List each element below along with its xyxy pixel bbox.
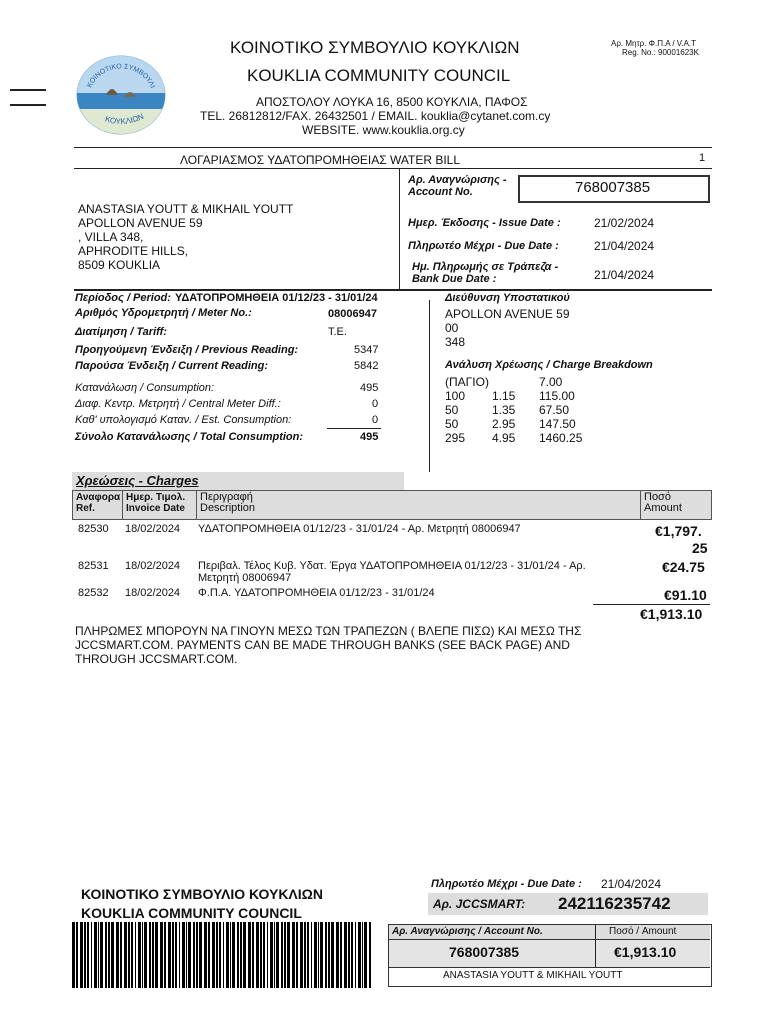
barcode-bar: [135, 922, 136, 988]
barcode-bar: [149, 922, 151, 988]
property-address-line: 00: [445, 321, 459, 335]
charge-date: 18/02/2024: [125, 560, 181, 572]
account-divider: [399, 169, 400, 289]
period-label: Περίοδος / Period:: [75, 292, 171, 304]
col-amount-label: Ποσό: [644, 491, 671, 503]
barcode-bar: [144, 922, 147, 988]
charge-amount-cont: 25: [692, 540, 708, 556]
barcode-bar: [100, 922, 103, 988]
barcode-bar: [318, 922, 319, 988]
barcode-bar: [212, 922, 215, 988]
barcode-bar: [98, 922, 99, 988]
vat-reg-number: Reg. No.: 90001623K: [622, 48, 699, 57]
slip-amount-label: Ποσό / Amount: [609, 926, 677, 937]
slip-title-greek: ΚΟΙΝΟΤΙΚΟ ΣΥΜΒΟΥΛΙΟ ΚΟΥΚΛΙΩΝ: [81, 886, 323, 902]
breakdown-qty: 50: [445, 417, 459, 431]
payment-notice: THROUGH JCCSMART.COM.: [75, 652, 238, 666]
meter-no-value: 08006947: [328, 308, 377, 320]
property-address-line: APOLLON AVENUE 59: [445, 307, 570, 321]
barcode-bar: [364, 922, 367, 988]
col-date-header: [123, 491, 197, 519]
barcode-bar: [80, 922, 83, 988]
due-date: 21/04/2024: [594, 239, 655, 253]
breakdown-rate: 4.95: [492, 431, 516, 445]
consumption-value: 495: [360, 382, 379, 394]
barcode-bar: [325, 922, 327, 988]
due-date-label: Πληρωτέο Μέχρι - Due Date :: [408, 240, 559, 252]
est-consumption-label: Καθ' υπολογισμό Καταν. / Est. Consumption:: [75, 414, 292, 426]
slip-account-label: Αρ. Αναγνώρισης / Account No.: [392, 926, 543, 937]
breakdown-amount: 1460.25: [539, 431, 583, 445]
barcode-bar: [152, 922, 154, 988]
barcode-bar: [142, 922, 143, 988]
breakdown-amount: 67.50: [539, 403, 570, 417]
barcode-bar: [120, 922, 122, 988]
barcode-bar: [243, 922, 246, 988]
central-meter-diff-value: 0: [372, 398, 379, 410]
total-consumption-value: 495: [360, 431, 379, 443]
svg-text:ΚΟΙΝΟΤΙΚΟ ΣΥΜΒΟΥΛΙΟ: ΚΟΙΝΟΤΙΚΟ ΣΥΜΒΟΥΛΙ: [86, 63, 156, 90]
charges-total: €1,913.10: [640, 606, 703, 622]
barcode-bar: [304, 922, 306, 988]
bill-title: ΛΟΓΑΡΙΑΣΜΟΣ ΥΔΑΤΟΠΡΟΜΗΘΕΙΑΣ WATER BILL: [180, 153, 461, 167]
barcode-bar: [124, 922, 127, 988]
barcode-bar: [226, 922, 229, 988]
charge-ref: 82531: [78, 560, 109, 572]
account-number: 768007385: [575, 179, 651, 196]
payment-notice: JCCSMART.COM. PAYMENTS CAN BE MADE THROUGH BANKS (SEE BACK PAGE) AND: [75, 638, 570, 652]
barcode-bar: [369, 922, 371, 988]
barcode-bar: [336, 922, 339, 988]
fold-mark: [10, 104, 46, 106]
breakdown-fixed-value: 7.00: [539, 375, 563, 389]
meter-no-label: Αριθμός Υδρομετρητή / Meter No.:: [75, 307, 252, 319]
barcode-bar: [267, 922, 268, 988]
est-consumption-value: 0: [372, 414, 379, 426]
jcc-label: Αρ. JCCSMART:: [433, 897, 526, 911]
barcode-bar: [248, 922, 251, 988]
charge-ref: 82530: [78, 523, 109, 535]
total-consumption-label: Σύνολο Κατανάλωσης / Total Consumption:: [75, 431, 304, 443]
barcode-bar: [296, 922, 298, 988]
slip-account-number: 768007385: [449, 944, 520, 960]
barcode-bar: [362, 922, 363, 988]
col-ref-label: Αναφορα: [76, 492, 121, 503]
barcode-bar: [87, 922, 89, 988]
barcode-bar: [84, 922, 86, 988]
period-value: ΥΔΑΤΟΠΡΟΜΗΘΕΙΑ 01/12/23 - 31/01/24: [175, 292, 378, 304]
charge-ref: 82532: [78, 587, 109, 599]
barcode-bar: [223, 922, 224, 988]
barcode-bar: [270, 922, 273, 988]
barcode-bar: [94, 922, 97, 988]
council-website: WEBSITE. www.kouklia.org.cy: [302, 123, 465, 137]
barcode-bar: [311, 922, 312, 988]
bank-due-date: 21/04/2024: [594, 268, 655, 282]
vat-label: Αρ. Μητρ. Φ.Π.Α / V.A.T: [611, 39, 697, 48]
breakdown-amount: 115.00: [539, 389, 575, 403]
barcode-bar: [160, 922, 163, 988]
breakdown-fixed-label: (ΠΑΓΙΟ): [445, 375, 489, 389]
barcode-bar: [111, 922, 114, 988]
barcode-bar: [199, 922, 202, 988]
barcode-bar: [76, 922, 78, 988]
barcode-bar: [230, 922, 231, 988]
current-reading-label: Παρούσα Ένδειξη / Current Reading:: [75, 360, 268, 372]
barcode-bar: [204, 922, 207, 988]
charge-date: 18/02/2024: [125, 523, 181, 535]
breakdown-rate: 1.35: [492, 403, 516, 417]
page-number: 1: [699, 152, 706, 164]
slip-title-english: KOUKLIA COMMUNITY COUNCIL: [81, 905, 302, 921]
breakdown-rate: 2.95: [492, 417, 516, 431]
col-date-label: Ημερ. Τιμολ.: [126, 492, 186, 503]
breakdown-qty: 100: [445, 389, 466, 403]
charges-table-header: [72, 490, 712, 520]
customer-address-line: , VILLA 348,: [78, 230, 144, 244]
council-contact: TEL. 26812812/FAX. 26432501 / EMAIL. kouklia@cytanet.com.cy: [200, 109, 551, 123]
charge-date: 18/02/2024: [125, 587, 181, 599]
bank-due-date-label: Bank Due Date :: [412, 273, 497, 285]
account-no-label: Account No.: [408, 186, 473, 198]
section-divider: [429, 300, 430, 472]
breakdown-rate: 1.15: [492, 389, 516, 403]
customer-name: ANASTASIA YOUTT & MIKHAIL YOUTT: [78, 202, 294, 216]
council-logo: [76, 55, 166, 135]
charge-breakdown-label: Ανάλυση Χρέωσης / Charge Breakdown: [445, 359, 653, 371]
barcode-bar: [196, 922, 198, 988]
slip-table-divider: [595, 925, 596, 967]
barcode: [72, 922, 372, 988]
barcode-bar: [155, 922, 158, 988]
barcode-bar: [287, 922, 290, 988]
barcode-bar: [276, 922, 279, 988]
barcode-bar: [168, 922, 171, 988]
barcode-bar: [108, 922, 110, 988]
slip-customer-name: ANASTASIA YOUTT & MIKHAIL YOUTT: [443, 970, 623, 981]
barcode-bar: [138, 922, 141, 988]
barcode-bar: [175, 922, 177, 988]
charge-description: Φ.Π.Α. ΥΔΑΤΟΠΡΟΜΗΘΕΙΑ 01/12/23 - 31/01/24: [198, 587, 435, 599]
current-reading-value: 5842: [354, 360, 379, 372]
barcode-bar: [344, 922, 347, 988]
col-ref-label: Ref.: [76, 503, 95, 514]
col-amount-header: [641, 491, 711, 519]
barcode-bar: [355, 922, 356, 988]
barcode-bar: [72, 922, 75, 988]
barcode-bar: [116, 922, 119, 988]
tariff-value: T.E.: [328, 326, 347, 338]
payment-notice: ΠΛΗΡΩΜΕΣ ΜΠΟΡΟΥΝ ΝΑ ΓΙΝΟΥΝ ΜΕΣΩ ΤΩΝ ΤΡΑΠΕΖΩΝ ( ΒΛΕΠΕ ΠΙΣΩ) ΚΑΙ ΜΕΣΩ ΤΗΣ: [75, 624, 582, 638]
barcode-bar: [351, 922, 353, 988]
jcc-number: 242116235742: [558, 894, 671, 913]
charge-amount: €24.75: [662, 559, 705, 575]
bank-due-date-label: Ημ. Πληρωμής σε Τράπεζα -: [412, 261, 559, 273]
breakdown-qty: 50: [445, 403, 459, 417]
consumption-label: Κατανάλωση / Consumption:: [75, 382, 215, 394]
svg-text:ΚΟΥΚΛΙΩΝ: ΚΟΥΚΛΙΩΝ: [104, 111, 146, 127]
charge-description: ΥΔΑΤΟΠΡΟΜΗΘΕΙΑ 01/12/23 - 31/01/24 - Αρ. Μετρητή 08006947: [198, 523, 521, 535]
total-underline: [327, 428, 381, 429]
issue-date: 21/02/2024: [594, 216, 655, 230]
col-amount-label: Amount: [644, 502, 682, 514]
barcode-bar: [328, 922, 330, 988]
barcode-bar: [186, 922, 187, 988]
title-divider: [74, 168, 712, 169]
barcode-bar: [172, 922, 174, 988]
col-desc-header: [197, 491, 641, 519]
barcode-bar: [314, 922, 317, 988]
barcode-bar: [263, 922, 265, 988]
slip-due-date: 21/04/2024: [601, 877, 662, 891]
slip-amount: €1,913.10: [614, 944, 677, 960]
previous-reading-value: 5347: [354, 344, 379, 356]
barcode-bar: [348, 922, 350, 988]
customer-address-line: APOLLON AVENUE 59: [78, 216, 203, 230]
tariff-label: Διατίμηση / Tariff:: [75, 326, 167, 338]
fold-mark: [10, 89, 46, 91]
barcode-bar: [182, 922, 185, 988]
barcode-bar: [252, 922, 254, 988]
charges-heading: Χρεώσεις - Charges: [76, 473, 199, 488]
barcode-bar: [274, 922, 275, 988]
barcode-bar: [219, 922, 221, 988]
barcode-bar: [188, 922, 191, 988]
barcode-bar: [340, 922, 342, 988]
council-title-greek: ΚΟΙΝΟΤΙΚΟ ΣΥΜΒΟΥΛΙΟ ΚΟΥΚΛΙΩΝ: [230, 38, 520, 57]
slip-due-date-label: Πληρωτέο Μέχρι - Due Date :: [431, 878, 582, 890]
central-meter-diff-label: Διαφ. Κεντρ. Μετρητή / Central Meter Diff.:: [75, 398, 281, 410]
barcode-bar: [358, 922, 361, 988]
barcode-bar: [232, 922, 235, 988]
barcode-bar: [179, 922, 180, 988]
barcode-bar: [131, 922, 133, 988]
barcode-bar: [300, 922, 303, 988]
barcode-bar: [237, 922, 239, 988]
breakdown-qty: 295: [445, 431, 466, 445]
barcode-bar: [331, 922, 334, 988]
barcode-bar: [216, 922, 218, 988]
charge-amount: €1,797.: [655, 523, 702, 539]
barcode-bar: [260, 922, 262, 988]
header-divider: [74, 147, 712, 148]
customer-address-line: 8509 KOUKLIA: [78, 258, 161, 272]
col-date-label: Invoice Date: [126, 503, 185, 514]
previous-reading-label: Προηγούμενη Ένδειξη / Previous Reading:: [75, 344, 299, 356]
total-divider: [593, 604, 710, 605]
barcode-bar: [208, 922, 210, 988]
council-address: ΑΠΟΣΤΟΛΟΥ ΛΟΥΚΑ 16, 8500 ΚΟΥΚΛΙΑ, ΠΑΦΟΣ: [256, 95, 528, 109]
col-ref-header: [73, 491, 123, 519]
property-address-line: 348: [445, 335, 466, 349]
barcode-bar: [307, 922, 309, 988]
charge-amount: €91.10: [664, 587, 707, 603]
account-divider: [74, 289, 712, 291]
charge-description: Περιβαλ. Τέλος Κυβ. Υδατ. Έργα ΥΔΑΤΟΠΡΟΜΗΘΕΙΑ 01/12/23 - 31/01/24 - Αρ.: [198, 560, 586, 572]
barcode-bar: [164, 922, 166, 988]
breakdown-amount: 147.50: [539, 417, 576, 431]
barcode-bar: [320, 922, 323, 988]
col-desc-label: Περιγραφή: [200, 491, 253, 503]
account-no-label: Αρ. Αναγνώρισης -: [408, 174, 507, 186]
issue-date-label: Ημερ. Έκδοσης - Issue Date :: [408, 217, 561, 229]
barcode-bar: [292, 922, 295, 988]
barcode-bar: [128, 922, 130, 988]
barcode-bar: [105, 922, 107, 988]
barcode-bar: [193, 922, 195, 988]
barcode-bar: [281, 922, 283, 988]
customer-address-line: APHRODITE HILLS,: [78, 244, 189, 258]
barcode-bar: [240, 922, 242, 988]
council-title-english: KOUKLIA COMMUNITY COUNCIL: [247, 66, 511, 85]
barcode-bar: [256, 922, 259, 988]
barcode-bar: [91, 922, 92, 988]
property-address-label: Διεύθυνση Υποστατικού: [445, 292, 570, 304]
col-desc-label: Description: [200, 502, 256, 514]
charge-description-cont: Μετρητή 08006947: [198, 572, 292, 584]
barcode-bar: [284, 922, 286, 988]
